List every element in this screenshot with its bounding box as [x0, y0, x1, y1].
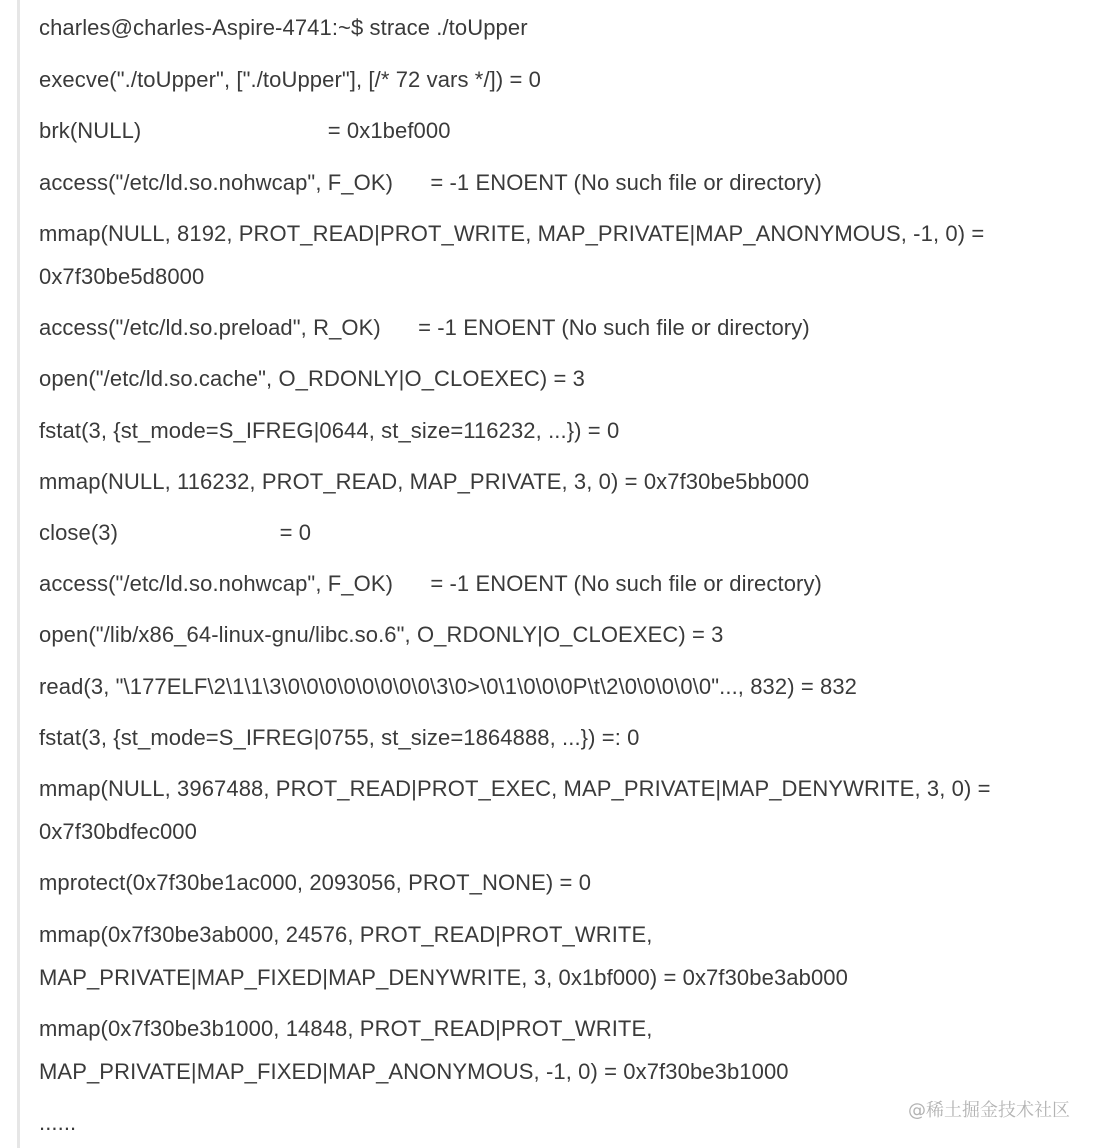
terminal-line: charles@charles-Aspire-4741:~$ strace ./toUpper	[39, 15, 528, 40]
terminal-line: access("/etc/ld.so.nohwcap", F_OK) = -1 ENOENT (No such file or directory)	[39, 170, 822, 195]
terminal-line: open("/lib/x86_64-linux-gnu/libc.so.6", O_RDONLY|O_CLOEXEC) = 3	[39, 622, 724, 647]
terminal-line: MAP_PRIVATE|MAP_FIXED|MAP_DENYWRITE, 3, 0x1bf000) = 0x7f30be3ab000	[39, 965, 848, 990]
terminal-line: 0x7f30bdfec000	[39, 819, 197, 844]
terminal-line: open("/etc/ld.so.cache", O_RDONLY|O_CLOEXEC) = 3	[39, 366, 586, 391]
terminal-line: access("/etc/ld.so.nohwcap", F_OK) = -1 ENOENT (No such file or directory)	[39, 571, 822, 596]
terminal-line: ......	[39, 1110, 77, 1135]
terminal-line: fstat(3, {st_mode=S_IFREG|0755, st_size=1864888, ...}) =: 0	[39, 725, 640, 750]
terminal-line: mprotect(0x7f30be1ac000, 2093056, PROT_NONE) = 0	[39, 870, 592, 895]
terminal-line: read(3, "\177ELF\2\1\1\3\0\0\0\0\0\0\0\0\3\0>\0\1\0\0\0P\t\2\0\0\0\0\0"..., 832) = 832	[39, 674, 858, 699]
blockquote-bar	[17, 0, 20, 1148]
terminal-line: mmap(0x7f30be3b1000, 14848, PROT_READ|PROT_WRITE,	[39, 1016, 653, 1041]
terminal-line: MAP_PRIVATE|MAP_FIXED|MAP_ANONYMOUS, -1, 0) = 0x7f30be3b1000	[39, 1059, 789, 1084]
terminal-line: mmap(0x7f30be3ab000, 24576, PROT_READ|PROT_WRITE,	[39, 922, 653, 947]
terminal-line: fstat(3, {st_mode=S_IFREG|0644, st_size=116232, ...}) = 0	[39, 418, 620, 443]
terminal-line: mmap(NULL, 8192, PROT_READ|PROT_WRITE, MAP_PRIVATE|MAP_ANONYMOUS, -1, 0) =	[39, 221, 985, 246]
terminal-line: 0x7f30be5d8000	[39, 264, 205, 289]
terminal-line: mmap(NULL, 116232, PROT_READ, MAP_PRIVATE, 3, 0) = 0x7f30be5bb000	[39, 469, 810, 494]
terminal-line: access("/etc/ld.so.preload", R_OK) = -1 ENOENT (No such file or directory)	[39, 315, 810, 340]
terminal-line: brk(NULL) = 0x1bef000	[39, 118, 451, 143]
terminal-line: execve("./toUpper", ["./toUpper"], [/* 72 vars */]) = 0	[39, 67, 542, 92]
terminal-line: mmap(NULL, 3967488, PROT_READ|PROT_EXEC, MAP_PRIVATE|MAP_DENYWRITE, 3, 0) =	[39, 776, 991, 801]
watermark: @稀土掘金技术社区	[908, 1100, 1070, 1121]
terminal-line: close(3) = 0	[39, 520, 312, 545]
